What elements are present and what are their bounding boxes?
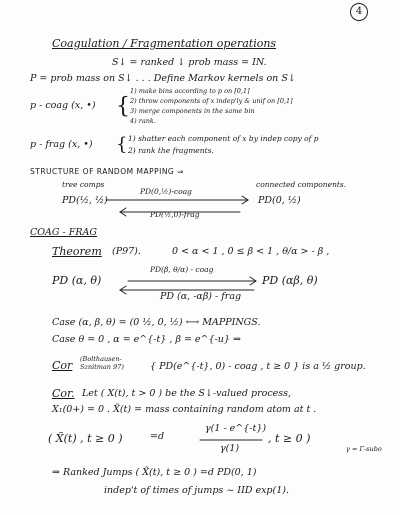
line-prob-mass: P = prob mass on S↓ . . . Define Markov kernels on S↓ — [30, 73, 296, 84]
connected-components-label: connected components. — [256, 180, 347, 189]
corollary-1-label: Cor — [52, 359, 73, 372]
coag-step-1: 1) make bins according to p on [0,1] — [130, 87, 250, 95]
coag-label: p - coag (x, •) — [30, 100, 96, 111]
structure-heading: STRUCTURE OF RANDOM MAPPING ⇒ — [30, 167, 184, 176]
coag-frag-heading: COAG - FRAG — [30, 227, 97, 238]
frag-arrowhead — [120, 208, 126, 216]
eq1-denominator: γ(1) — [220, 443, 240, 454]
arrow-bottom-label: PD(½,0)-frag — [150, 210, 200, 219]
frag-brace: { — [116, 134, 128, 155]
eq1-note: γ = Γ-subo — [346, 445, 382, 453]
eq1-left: ( X̃(t) , t ≥ 0 ) — [48, 432, 123, 445]
page-number: 4 — [350, 3, 368, 21]
tree-comps-label: tree comps — [62, 180, 105, 189]
eq1-equal-dist: =d — [150, 431, 165, 442]
coag-step-2: 2) throw components of x indep'ly & unif on [0,1] — [130, 97, 293, 105]
arrow2-top-label: PD(β, θ/α) - coag — [150, 265, 214, 274]
ranked-jumps: ⇒ Ranked Jumps ( X̃(t), t ≥ 0 ) =d PD(0, 1) — [52, 467, 257, 478]
eq1-numerator: γ(1 - e^{-t}) — [205, 423, 267, 434]
case-2: Case θ = 0 , α = e^{-t} , β = e^{-u} ⇒ — [52, 334, 241, 345]
coag-arrowhead — [242, 196, 248, 204]
pd-alphabeta-theta: PD (αβ, θ) — [262, 274, 318, 287]
coag-brace: { — [116, 94, 130, 119]
theorem-label: Theorem — [52, 245, 102, 258]
corollary-1-authors: (Bolthausen-Sznitman 97) — [80, 355, 124, 372]
line-ranked-mass: S↓ = ranked ↓ prob mass = IN. — [112, 57, 267, 68]
theorem-conditions: 0 < α < 1 , 0 ≤ β < 1 , θ/α > - β , — [172, 246, 330, 257]
indep-times: indep't of times of jumps ~ IID exp(1). — [104, 485, 289, 496]
coag-step-3: 3) merge components in the same bin — [130, 107, 255, 115]
pd-right: PD(0, ½) — [258, 195, 301, 206]
case-1: Case (α, β, θ) = (0 ½, 0, ½) ⟷ MAPPINGS. — [52, 317, 261, 328]
theorem-coag-arrowhead — [250, 277, 256, 285]
corollary-2-label: Cor. — [52, 387, 75, 400]
arrow2-bottom-label: PD (α, -αβ) - frag — [160, 291, 242, 302]
coag-step-4: 4) rank. — [130, 117, 156, 125]
theorem-frag-arrowhead — [120, 286, 126, 294]
pd-left: PD(½, ½) — [62, 195, 108, 206]
corollary-1-body: { PD(e^{-t}, 0) - coag , t ≥ 0 } is a ½ group. — [150, 361, 366, 372]
eq1-right: , t ≥ 0 ) — [268, 432, 311, 445]
corollary-2-body: Let ( X(t), t > 0 ) be the S↓-valued process, — [82, 388, 292, 399]
page-title: Coagulation / Fragmentation operations — [52, 37, 277, 50]
pd-alpha-theta: PD (α, θ) — [52, 274, 102, 287]
corollary-2-line2: X₁(0+) = 0 . X̃(t) = mass containing random atom at t . — [52, 404, 317, 415]
frag-step-2: 2) rank the fragments. — [128, 146, 214, 155]
arrow-top-label: PD(0,½)-coag — [140, 187, 192, 196]
frag-step-1: 1) shatter each component of x by indep copy of p — [128, 134, 319, 143]
theorem-ref: (P97). — [112, 246, 141, 257]
frag-label: p - frag (x, •) — [30, 139, 93, 150]
